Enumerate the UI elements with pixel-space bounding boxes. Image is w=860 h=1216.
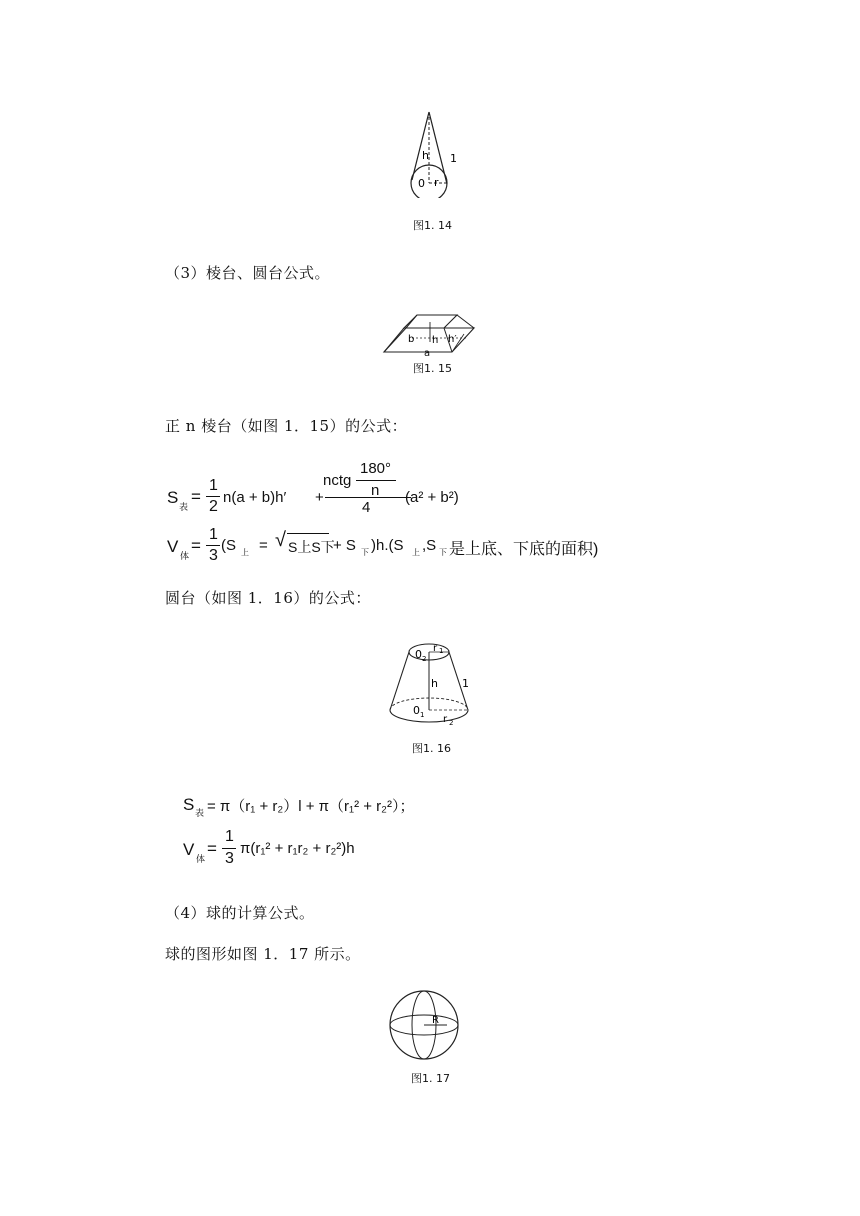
formula-prism-surface bbox=[165, 460, 725, 520]
frustum-label-o1-sub: 1 bbox=[420, 711, 425, 719]
sqrt-overline bbox=[287, 533, 329, 534]
frustum-v-num: 1 bbox=[225, 828, 234, 845]
fig16-caption: 图1. 16 bbox=[412, 742, 451, 755]
v-plus2: + S bbox=[333, 537, 356, 554]
v-close: )h.(S bbox=[371, 537, 404, 554]
v-s-bot-sub: 下 bbox=[361, 548, 369, 557]
frustum-v-sub: 体 bbox=[196, 854, 206, 864]
cone-label-r: r bbox=[434, 176, 439, 189]
frustum-label-h: h bbox=[431, 677, 438, 690]
frustum-label-l: 1 bbox=[462, 677, 469, 690]
v-equals-sign: = bbox=[191, 536, 201, 555]
section3-heading: （3）棱台、圆台公式。 bbox=[165, 264, 331, 282]
pyramid-label-b: b bbox=[408, 334, 415, 345]
frustum-v-den: 3 bbox=[225, 850, 234, 867]
frustum-s-symbol: S bbox=[183, 795, 195, 814]
frustum-v-fraction-bar bbox=[222, 848, 236, 849]
frustum-intro-text: 圆台（如图 1．16）的公式： bbox=[165, 589, 371, 607]
third-denominator: 3 bbox=[209, 547, 218, 564]
equals-sign: = bbox=[191, 487, 201, 506]
prism-intro-text: 正 n 棱台（如图 1．15）的公式： bbox=[165, 417, 408, 435]
half-numerator: 1 bbox=[209, 477, 218, 494]
sphere-figure bbox=[387, 988, 461, 1064]
frustum-label-o2-sub: 2 bbox=[422, 655, 427, 663]
cone-label-h: h bbox=[422, 149, 429, 162]
v-plus-sqrt: = bbox=[259, 537, 268, 554]
formula-prism-volume bbox=[165, 525, 765, 565]
frustum-label-r2: r bbox=[443, 714, 448, 725]
section4-heading: （4）球的计算公式。 bbox=[165, 904, 315, 922]
v-subscript: 体 bbox=[180, 551, 190, 561]
v-symbol: V bbox=[167, 537, 179, 556]
four-denominator: 4 bbox=[362, 499, 371, 516]
cone-label-l: 1 bbox=[450, 152, 457, 165]
s-subscript: 表 bbox=[179, 502, 189, 512]
third-fraction-bar bbox=[206, 545, 220, 546]
v-open: (S bbox=[221, 537, 236, 554]
s-symbol: S bbox=[167, 488, 179, 507]
sphere-intro-text: 球的图形如图 1．17 所示。 bbox=[165, 945, 361, 963]
nctg-text: nctg bbox=[323, 472, 352, 489]
sphere-label-r: R bbox=[432, 1015, 439, 1026]
frustum-label-r2-sub: 2 bbox=[449, 719, 454, 727]
main-fraction-bar bbox=[325, 497, 411, 498]
frustum-v-symbol: V bbox=[183, 840, 195, 859]
fig17-caption: 图1. 17 bbox=[411, 1072, 450, 1085]
v-comma: ,S bbox=[422, 537, 437, 554]
frustum-label-o2: 0 bbox=[415, 648, 422, 661]
formula-frustum-volume bbox=[183, 825, 463, 871]
v-note: 是上底、下底的面积) bbox=[449, 541, 599, 558]
frustum-label-r1: r bbox=[433, 643, 438, 654]
angle-fraction-bar bbox=[356, 480, 396, 481]
cone-figure bbox=[405, 108, 465, 198]
pyramid-label-h-slant: h′ bbox=[448, 334, 457, 345]
angle-180: 180° bbox=[360, 460, 392, 477]
term-a2-b2: (a² + b²) bbox=[405, 489, 459, 506]
frustum-s-sub: 表 bbox=[195, 808, 205, 818]
n-denominator: n bbox=[371, 482, 380, 499]
sqrt-icon: √ bbox=[275, 529, 286, 551]
plus-sign: + bbox=[315, 489, 324, 506]
formula-frustum-surface bbox=[183, 793, 513, 819]
third-numerator: 1 bbox=[209, 526, 218, 543]
cone-label-o: 0 bbox=[418, 177, 425, 190]
frustum-v-rest: π(r₁² + r₁r₂ + r₂²)h bbox=[240, 840, 355, 857]
pyramid-label-a: a bbox=[424, 348, 431, 359]
frustum-label-o1: 0 bbox=[413, 704, 420, 717]
v-note-sub2: 下 bbox=[439, 548, 447, 557]
half-fraction-bar bbox=[206, 496, 220, 497]
fig15-caption: 图1. 15 bbox=[413, 362, 452, 375]
frustum-label-r1-sub: 1 bbox=[439, 647, 444, 655]
half-denominator: 2 bbox=[209, 498, 218, 515]
pyramid-label-h: h bbox=[432, 335, 439, 346]
term-n-a-b-h: n(a + b)h′ bbox=[223, 489, 287, 506]
frustum-v-eq: = bbox=[207, 839, 217, 858]
fig14-caption: 图1. 14 bbox=[413, 219, 452, 232]
v-note-sub1: 上 bbox=[412, 548, 420, 557]
cone-frustum-figure bbox=[385, 638, 480, 728]
v-s-top-sub: 上 bbox=[241, 548, 249, 557]
sqrt-content: S上S下 bbox=[288, 539, 335, 555]
frustum-s-rest: = π（r₁ + r₂）l + π（r₁² + r₂²）； bbox=[207, 798, 415, 815]
